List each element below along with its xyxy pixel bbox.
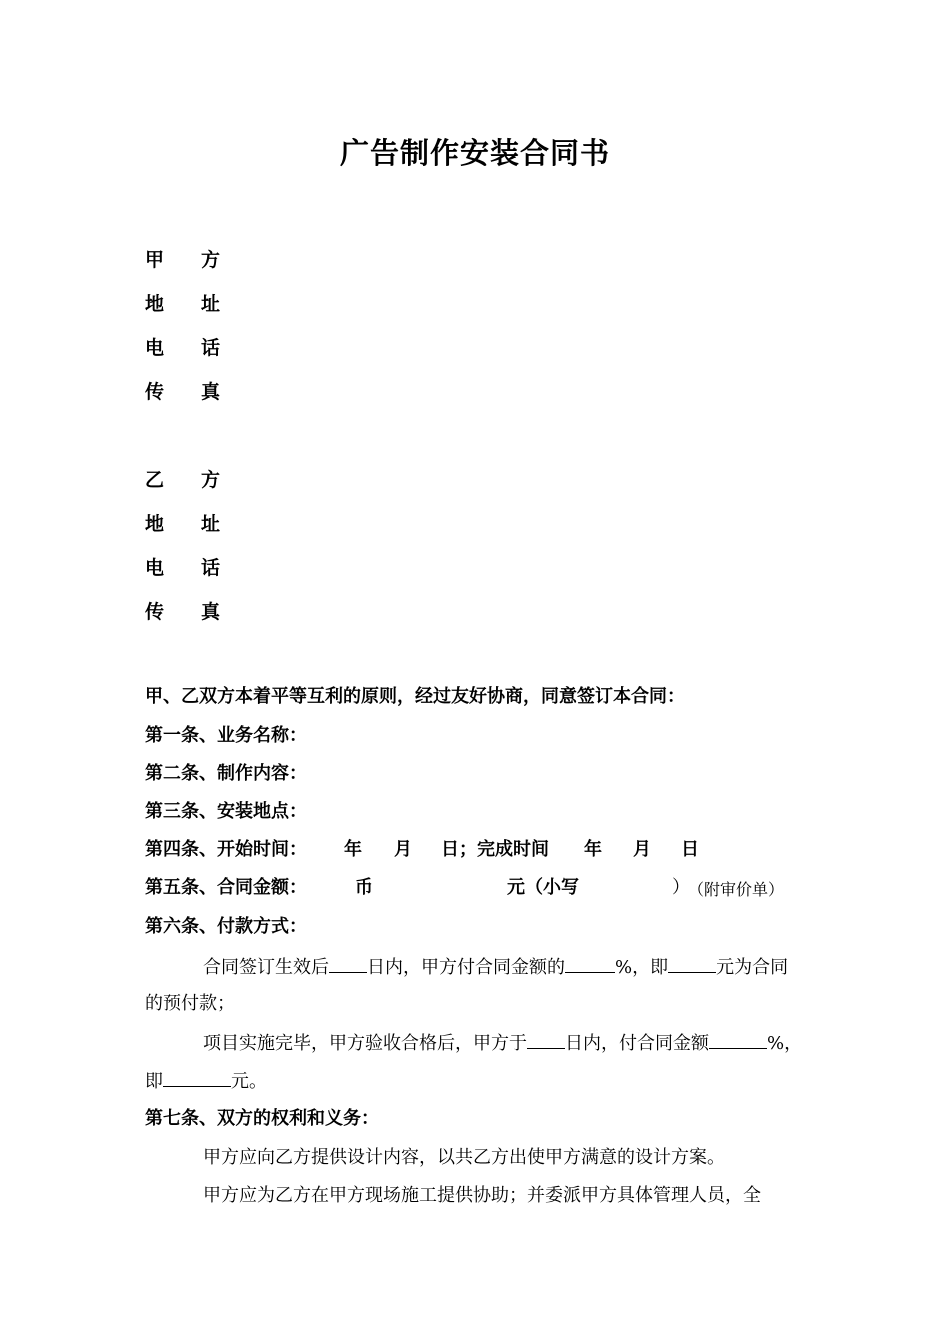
article-6-p2-c: %， <box>767 1033 803 1054</box>
article-4-end-day: 日 <box>681 839 699 860</box>
party-b-phone-label-1: 电 <box>145 557 165 579</box>
article-4-label: 第四条、开始时间： <box>145 839 307 860</box>
article-4 <box>145 838 845 862</box>
party-a-address-label-2: 址 <box>201 293 221 315</box>
article-6-p1-c: %，即 <box>615 957 669 978</box>
article-6-p2-a: 项目实施完毕，甲方验收合格后，甲方于 <box>203 1033 527 1054</box>
page-title: 广告制作安装合同书 <box>339 136 610 170</box>
article-4-end-year: 年 <box>584 839 602 860</box>
party-b-fax-label-1: 传 <box>145 601 165 623</box>
article-6-p1-d: 元为合同 <box>716 957 789 978</box>
article-4-start-year: 年 <box>344 839 362 860</box>
article-5-close: ） <box>672 877 690 898</box>
party-b-address-label-2: 址 <box>201 513 221 535</box>
article-7-paragraph-1: 甲方应向乙方提供设计内容，以共乙方出使甲方满意的设计方案。 <box>203 1147 725 1168</box>
party-a-fax-label-2: 真 <box>201 381 221 403</box>
article-5-currency: 币 <box>355 877 373 898</box>
article-3: 第三条、安装地点： <box>145 801 307 822</box>
article-6-p2-cont-a: 即 <box>145 1071 163 1092</box>
article-6-paragraph-1-cont: 的预付款； <box>145 993 235 1014</box>
article-7-label: 第七条、双方的权利和义务： <box>145 1108 379 1129</box>
party-a-address-label-1: 地 <box>145 293 165 315</box>
article-5-note: （附审价单） <box>688 880 785 899</box>
party-a-label-2: 方 <box>201 249 221 271</box>
final-days-blank[interactable] <box>527 1030 565 1049</box>
article-6-p2-cont-b: 元。 <box>231 1071 267 1092</box>
party-a-phone-label-2: 话 <box>201 337 221 359</box>
article-6-p1-b: 日内，甲方付合同金额的 <box>367 957 565 978</box>
party-a-fax-label-1: 传 <box>145 381 165 403</box>
article-5-label: 第五条、合同金额： <box>145 877 307 898</box>
article-6-p2-b: 日内，付合同金额 <box>565 1033 709 1054</box>
article-5 <box>145 876 845 900</box>
party-b-label-1: 乙 <box>145 469 165 491</box>
article-6-label: 第六条、付款方式： <box>145 916 307 937</box>
article-6-p1-a: 合同签订生效后 <box>203 957 329 978</box>
article-4-end-month: 月 <box>633 839 651 860</box>
intro-text: 甲、乙双方本着平等互利的原则，经过友好协商，同意签订本合同： <box>145 686 685 707</box>
party-b-label-2: 方 <box>201 469 221 491</box>
prepay-days-blank[interactable] <box>329 954 367 973</box>
article-6-paragraph-2-cont <box>145 1068 267 1094</box>
article-6-paragraph-1 <box>203 954 788 980</box>
article-5-yuan: 元（小写 <box>507 877 579 898</box>
party-b-address-label-1: 地 <box>145 513 165 535</box>
article-6-paragraph-2 <box>203 1030 802 1056</box>
prepay-percent-blank[interactable] <box>565 954 615 973</box>
party-a-phone-label-1: 电 <box>145 337 165 359</box>
article-2: 第二条、制作内容： <box>145 763 307 784</box>
final-percent-blank[interactable] <box>709 1030 767 1049</box>
prepay-amount-blank[interactable] <box>668 954 716 973</box>
article-1: 第一条、业务名称： <box>145 725 307 746</box>
article-4-start-month: 月 <box>394 839 412 860</box>
article-4-start-day: 日；完成时间 <box>441 839 549 860</box>
final-amount-blank[interactable] <box>163 1068 231 1087</box>
article-7-paragraph-2: 甲方应为乙方在甲方现场施工提供协助；并委派甲方具体管理人员，全 <box>203 1185 761 1206</box>
party-b-fax-label-2: 真 <box>201 601 221 623</box>
party-a-label-1: 甲 <box>145 249 165 271</box>
party-b-phone-label-2: 话 <box>201 557 221 579</box>
